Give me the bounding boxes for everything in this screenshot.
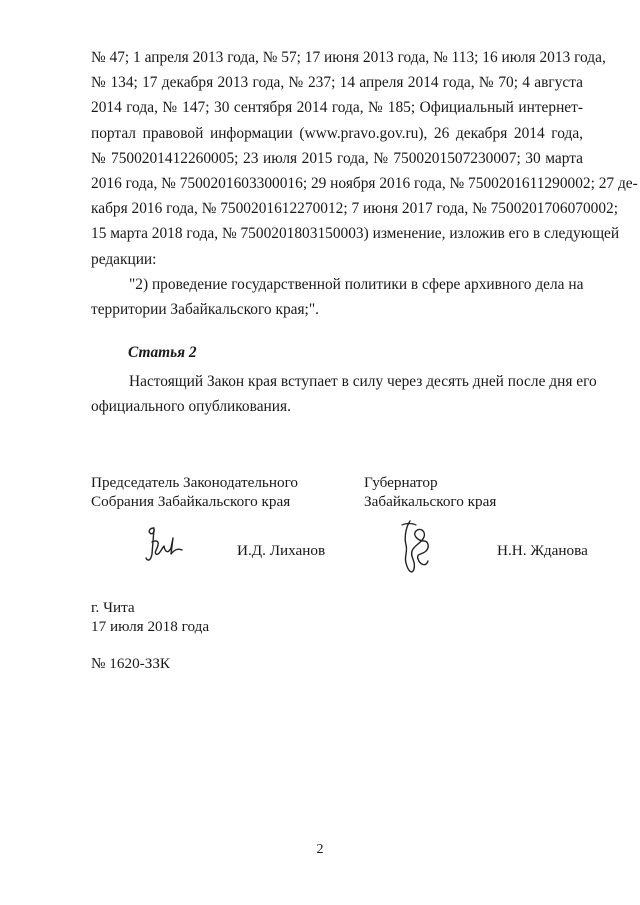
chairman-signature — [140, 524, 186, 568]
title-line: Губернатор — [364, 474, 438, 491]
article-heading: Статья 2 — [128, 344, 197, 361]
place-and-date — [91, 598, 209, 636]
text-line: № 7500201412260005; 23 июля 2015 года, № 7500201507230007; 30 марта — [91, 149, 583, 167]
text-line: 2016 года, № 7500201603300016; 29 ноября 2016 года, № 7500201611290002; 27 де- — [91, 175, 638, 193]
text-line: 15 марта 2018 года, № 7500201803150003) изменение, изложив его в следующей — [91, 225, 620, 243]
text-line: 2014 года, № 147; 30 сентября 2014 года, № 185; Официальный интернет- — [91, 99, 583, 117]
page-number: 2 — [316, 842, 324, 857]
title-line: Собрания Забайкальского края — [91, 493, 291, 510]
text-line: кабря 2016 года, № 7500201612270012; 7 июня 2017 года, № 7500201706070002; — [91, 200, 619, 218]
text-line: № 134; 17 декабря 2013 года, № 237; 14 апреля 2014 года, № 70; 4 августа — [91, 74, 583, 92]
title-line: Забайкальского края — [364, 493, 497, 510]
quoted-text-line: "2) проведение государственной политики в сфере архивного дела на — [129, 275, 584, 293]
text-line: Настоящий Закон края вступает в силу через десять дней после дня его — [129, 373, 597, 390]
governor-title — [364, 473, 496, 511]
document-number: № 1620-ЗЗК — [91, 655, 171, 672]
text-line: № 47; 1 апреля 2013 года, № 57; 17 июня 2013 года, № 113; 16 июля 2013 года, — [91, 49, 606, 66]
chairman-title — [91, 473, 298, 511]
governor-signature — [396, 517, 436, 579]
date: 17 июля 2018 года — [91, 618, 210, 635]
article-paragraph — [91, 369, 597, 419]
text-line: портал правовой информации (www.pravo.gov.ru), 26 декабря 2014 года, — [91, 124, 583, 142]
title-line: Председатель Законодательного — [91, 474, 299, 491]
text-line: редакции: — [91, 250, 157, 268]
text-line: официального опубликования. — [91, 398, 291, 416]
quoted-text-line: территории Забайкальского края;". — [91, 301, 319, 319]
city: г. Чита — [91, 599, 135, 616]
governor-name: Н.Н. Жданова — [497, 542, 588, 559]
law-amendment-paragraph — [91, 45, 638, 322]
chairman-name: И.Д. Лиханов — [237, 542, 326, 559]
